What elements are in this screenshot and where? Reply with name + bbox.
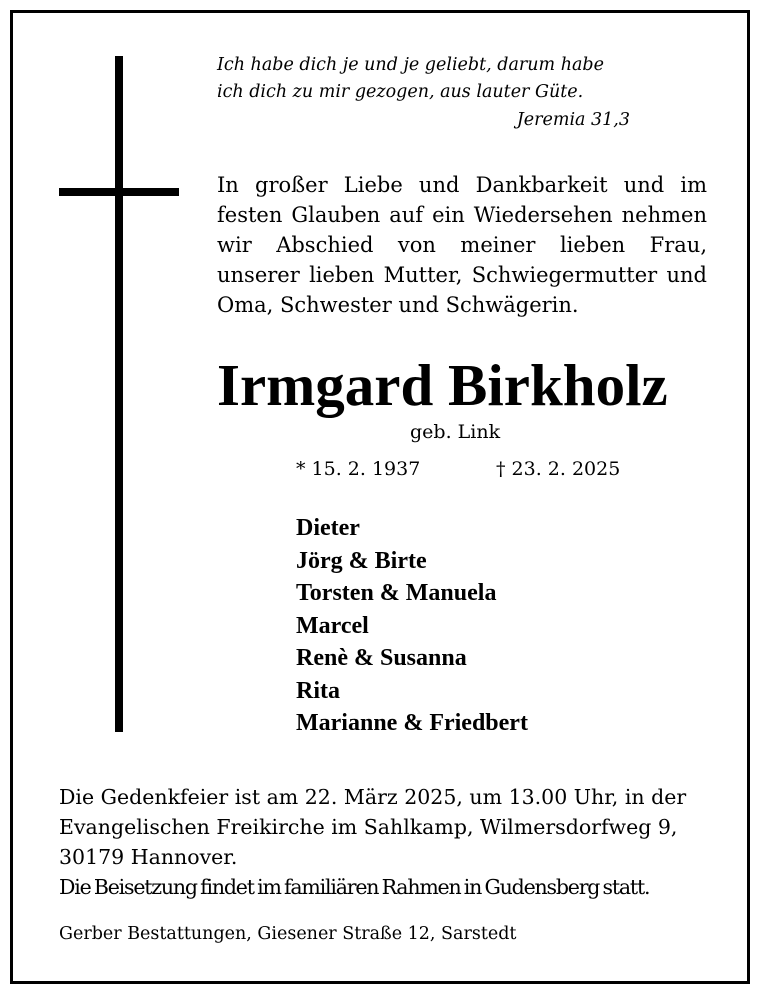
mourner-item: Renè & Susanna <box>296 645 467 671</box>
mourner-item: Marcel <box>296 612 369 639</box>
mourner-item: Rita <box>296 677 340 704</box>
cross-icon <box>115 56 123 732</box>
burial-info: Die Beisetzung findet im familiären Rahmen in Gudensberg statt. <box>59 875 650 899</box>
undertaker-info: Gerber Bestattungen, Giesener Straße 12, Sarstedt <box>59 924 517 944</box>
birth-name: geb. Link <box>410 421 501 443</box>
mourners-list <box>296 512 528 740</box>
verse-reference: Jeremia 31,3 <box>516 110 630 130</box>
mourner-item: Jörg & Birte <box>296 547 427 574</box>
deceased-name: Irmgard Birkholz <box>217 352 668 418</box>
funeral-line-1: Die Gedenkfeier ist am 22. März 2025, um 13.00 Uhr, in der <box>59 785 687 809</box>
intro-text: In großer Liebe und Dankbarkeit und im festen Glauben auf ein Wiedersehen nehmen wir Abschied von meiner lieben Frau, unserer lieben Mutter, Schwiegermutter und Oma, Schwester und Schwägerin. <box>217 173 707 317</box>
death-date: † 23. 2. 2025 <box>496 458 621 480</box>
verse-line-2: ich dich zu mir gezogen, aus lauter Güte. <box>217 82 584 102</box>
birth-date: * 15. 2. 1937 <box>296 458 421 480</box>
mourner-item: Marianne & Friedbert <box>296 710 528 736</box>
funeral-line-3: 30179 Hannover. <box>59 845 238 869</box>
funeral-info <box>59 782 709 902</box>
mourner-item: Torsten & Manuela <box>296 580 497 606</box>
verse-line-1: Ich habe dich je und je geliebt, darum habe <box>217 55 604 75</box>
bible-verse <box>217 52 647 106</box>
funeral-line-2: Evangelischen Freikirche im Sahlkamp, Wilmersdorfweg 9, <box>59 815 678 839</box>
mourner-item: Dieter <box>296 515 360 541</box>
cross-icon-crossbar <box>59 188 179 196</box>
